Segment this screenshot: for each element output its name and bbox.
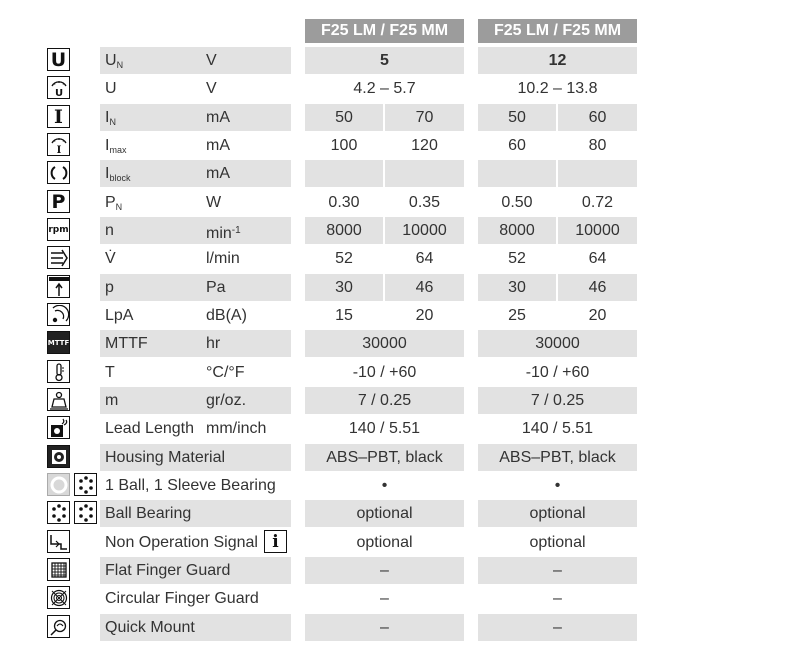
- value-mm-group-2: 80: [588, 137, 607, 154]
- value-group-2: 7 / 0.25: [530, 392, 585, 409]
- symbol: $I_N$: [105, 109, 116, 127]
- noise-icon: [47, 303, 70, 326]
- row-lead-length: [0, 415, 811, 443]
- value-mm-group-1: 64: [415, 250, 434, 267]
- value-lm-group-1: 15: [335, 307, 353, 324]
- unit: dB(A): [206, 307, 247, 324]
- row-rated-voltage: [0, 47, 811, 75]
- max-current-gauge-icon: [47, 133, 70, 156]
- symbol: n: [105, 222, 114, 239]
- unit: gr/oz.: [206, 392, 247, 409]
- row-circular-finger-guard: [0, 585, 811, 613]
- value-mm-group-2: 10000: [575, 222, 620, 239]
- ball-bearing-icon: [47, 501, 70, 524]
- value-group-2: 30000: [535, 335, 580, 352]
- symbol: $I_{block}$: [105, 165, 131, 183]
- unit: V: [206, 80, 217, 97]
- label: Housing Material: [105, 449, 226, 466]
- pressure-icon: [47, 275, 70, 298]
- rpm-icon: rpm: [47, 218, 70, 241]
- label: Non Operation Signal: [105, 534, 258, 551]
- row-ball-bearing: [0, 500, 811, 528]
- row-rated-current: [0, 104, 811, 132]
- label: 1 Ball, 1 Sleeve Bearing: [105, 477, 276, 494]
- value-group-1: –: [380, 619, 389, 636]
- value-lm-group-2: 30: [508, 279, 526, 296]
- value-group-2: -10 / +60: [525, 364, 590, 381]
- value-mm-group-2: 46: [588, 279, 607, 296]
- value-mm-group-2: 0.72: [581, 194, 614, 211]
- value-group-1: optional: [356, 534, 413, 551]
- unit: hr: [206, 335, 221, 352]
- row-max-current: [0, 132, 811, 160]
- mttf-icon: MTTF: [47, 331, 70, 354]
- value-group-1: 7 / 0.25: [357, 392, 412, 409]
- value-lm-group-1: 50: [335, 109, 353, 126]
- value-mm-group-1: 120: [411, 137, 438, 154]
- row-mass: [0, 387, 811, 415]
- symbol: p: [105, 279, 114, 296]
- value-group-1: 30000: [362, 335, 407, 352]
- circular-finger-guard-icon: [47, 586, 70, 609]
- svg-text:U: U: [54, 87, 63, 98]
- column-header-group-2: F25 LM / F25 MM: [478, 19, 637, 43]
- row-block-current: [0, 160, 811, 188]
- value-lm-group-1: 100: [330, 137, 358, 154]
- unit: mm/inch: [206, 420, 267, 437]
- symbol: V̇: [105, 250, 116, 267]
- unit: mA: [206, 109, 230, 126]
- row-ball-sleeve-bearing: [0, 472, 811, 500]
- mass-icon: [47, 388, 70, 411]
- row-mttf: [0, 330, 811, 358]
- label: Flat Finger Guard: [105, 562, 231, 579]
- row-housing-material: [0, 444, 811, 472]
- value-group-2: 12: [548, 52, 567, 69]
- value-group-1: 4.2 – 5.7: [353, 80, 416, 97]
- row-non-operation-signal: [0, 529, 811, 557]
- value-group-2: ABS–PBT, black: [499, 449, 616, 466]
- info-icon: i: [264, 530, 287, 553]
- value-mm-group-1: 10000: [402, 222, 447, 239]
- value-lm-group-1: 52: [335, 250, 353, 267]
- value-mm-group-1: 0.35: [408, 194, 441, 211]
- unit: °C/°F: [206, 364, 245, 381]
- power-icon: P: [47, 190, 70, 213]
- label: Quick Mount: [105, 619, 195, 636]
- airflow-icon: [47, 246, 70, 269]
- unit: V: [206, 52, 217, 69]
- value-lm-group-1: 30: [335, 279, 353, 296]
- value-group-2: 140 / 5.51: [521, 420, 594, 437]
- label: Ball Bearing: [105, 505, 192, 522]
- value-group-2: –: [553, 619, 562, 636]
- value-lm-group-2: 50: [508, 109, 526, 126]
- symbol: $I_{max}$: [105, 137, 127, 155]
- unit: W: [206, 194, 222, 211]
- value-lm-group-2: 60: [508, 137, 526, 154]
- value-mm-group-1: 70: [415, 109, 434, 126]
- row-quick-mount: [0, 614, 811, 642]
- flat-finger-guard-icon: [47, 558, 70, 581]
- value-lm-group-1: 8000: [326, 222, 362, 239]
- row-speed: [0, 217, 811, 245]
- value-mm-group-1: 46: [415, 279, 434, 296]
- row-airflow: [0, 245, 811, 273]
- symbol: $P_N$: [105, 194, 123, 212]
- u-voltage-icon: U: [47, 48, 70, 71]
- row-noise: [0, 302, 811, 330]
- voltage-range-gauge-icon: [47, 76, 70, 99]
- sleeve-bearing-icon: [47, 473, 70, 496]
- unit: mA: [206, 165, 230, 182]
- value-lm-group-1: 0.30: [328, 194, 360, 211]
- temperature-icon: [47, 360, 70, 383]
- unit: Pa: [206, 279, 226, 296]
- value-group-1: 140 / 5.51: [348, 420, 421, 437]
- value-group-1: optional: [356, 505, 413, 522]
- value-group-2: optional: [529, 505, 586, 522]
- symbol: Lead Length: [105, 420, 194, 437]
- row-rated-power: [0, 189, 811, 217]
- value-group-2: –: [553, 562, 562, 579]
- value-group-1: 5: [380, 52, 389, 69]
- row-voltage-range: [0, 75, 811, 103]
- ball-bearing-icon: [74, 501, 97, 524]
- unit: $\min^{-1}$: [206, 225, 241, 242]
- value-group-2: •: [554, 477, 561, 494]
- value-group-2: –: [553, 590, 562, 607]
- value-group-2: 10.2 – 13.8: [517, 80, 598, 97]
- value-lm-group-2: 0.50: [501, 194, 533, 211]
- unit: mA: [206, 137, 230, 154]
- non-operation-signal-icon: [47, 530, 70, 553]
- row-pressure: [0, 274, 811, 302]
- value-lm-group-2: 25: [508, 307, 526, 324]
- label: Circular Finger Guard: [105, 590, 259, 607]
- value-lm-group-2: 8000: [499, 222, 535, 239]
- svg-text:I: I: [56, 144, 61, 155]
- ball-bearing-icon: [74, 473, 97, 496]
- value-group-1: -10 / +60: [352, 364, 417, 381]
- row-flat-finger-guard: [0, 557, 811, 585]
- row-temperature: [0, 359, 811, 387]
- symbol: LpA: [105, 307, 134, 324]
- unit: l/min: [206, 250, 240, 267]
- symbol: T: [105, 364, 115, 381]
- value-group-1: •: [381, 477, 388, 494]
- column-header-group-1: F25 LM / F25 MM: [305, 19, 464, 43]
- value-mm-group-2: 60: [588, 109, 607, 126]
- value-mm-group-1: 20: [415, 307, 434, 324]
- value-lm-group-2: 52: [508, 250, 526, 267]
- quick-mount-icon: [47, 615, 70, 638]
- value-mm-group-2: 20: [588, 307, 607, 324]
- lead-length-icon: [47, 416, 70, 439]
- symbol: m: [105, 392, 119, 409]
- housing-material-icon: [47, 445, 70, 468]
- value-group-1: –: [380, 562, 389, 579]
- value-mm-group-2: 64: [588, 250, 607, 267]
- current-icon: I: [47, 105, 70, 128]
- value-group-2: optional: [529, 534, 586, 551]
- value-group-1: –: [380, 590, 389, 607]
- symbol: MTTF: [105, 335, 148, 352]
- block-current-icon: [47, 161, 70, 184]
- value-group-1: ABS–PBT, black: [326, 449, 443, 466]
- symbol: U: [105, 80, 117, 97]
- symbol: $U_N$: [105, 52, 124, 70]
